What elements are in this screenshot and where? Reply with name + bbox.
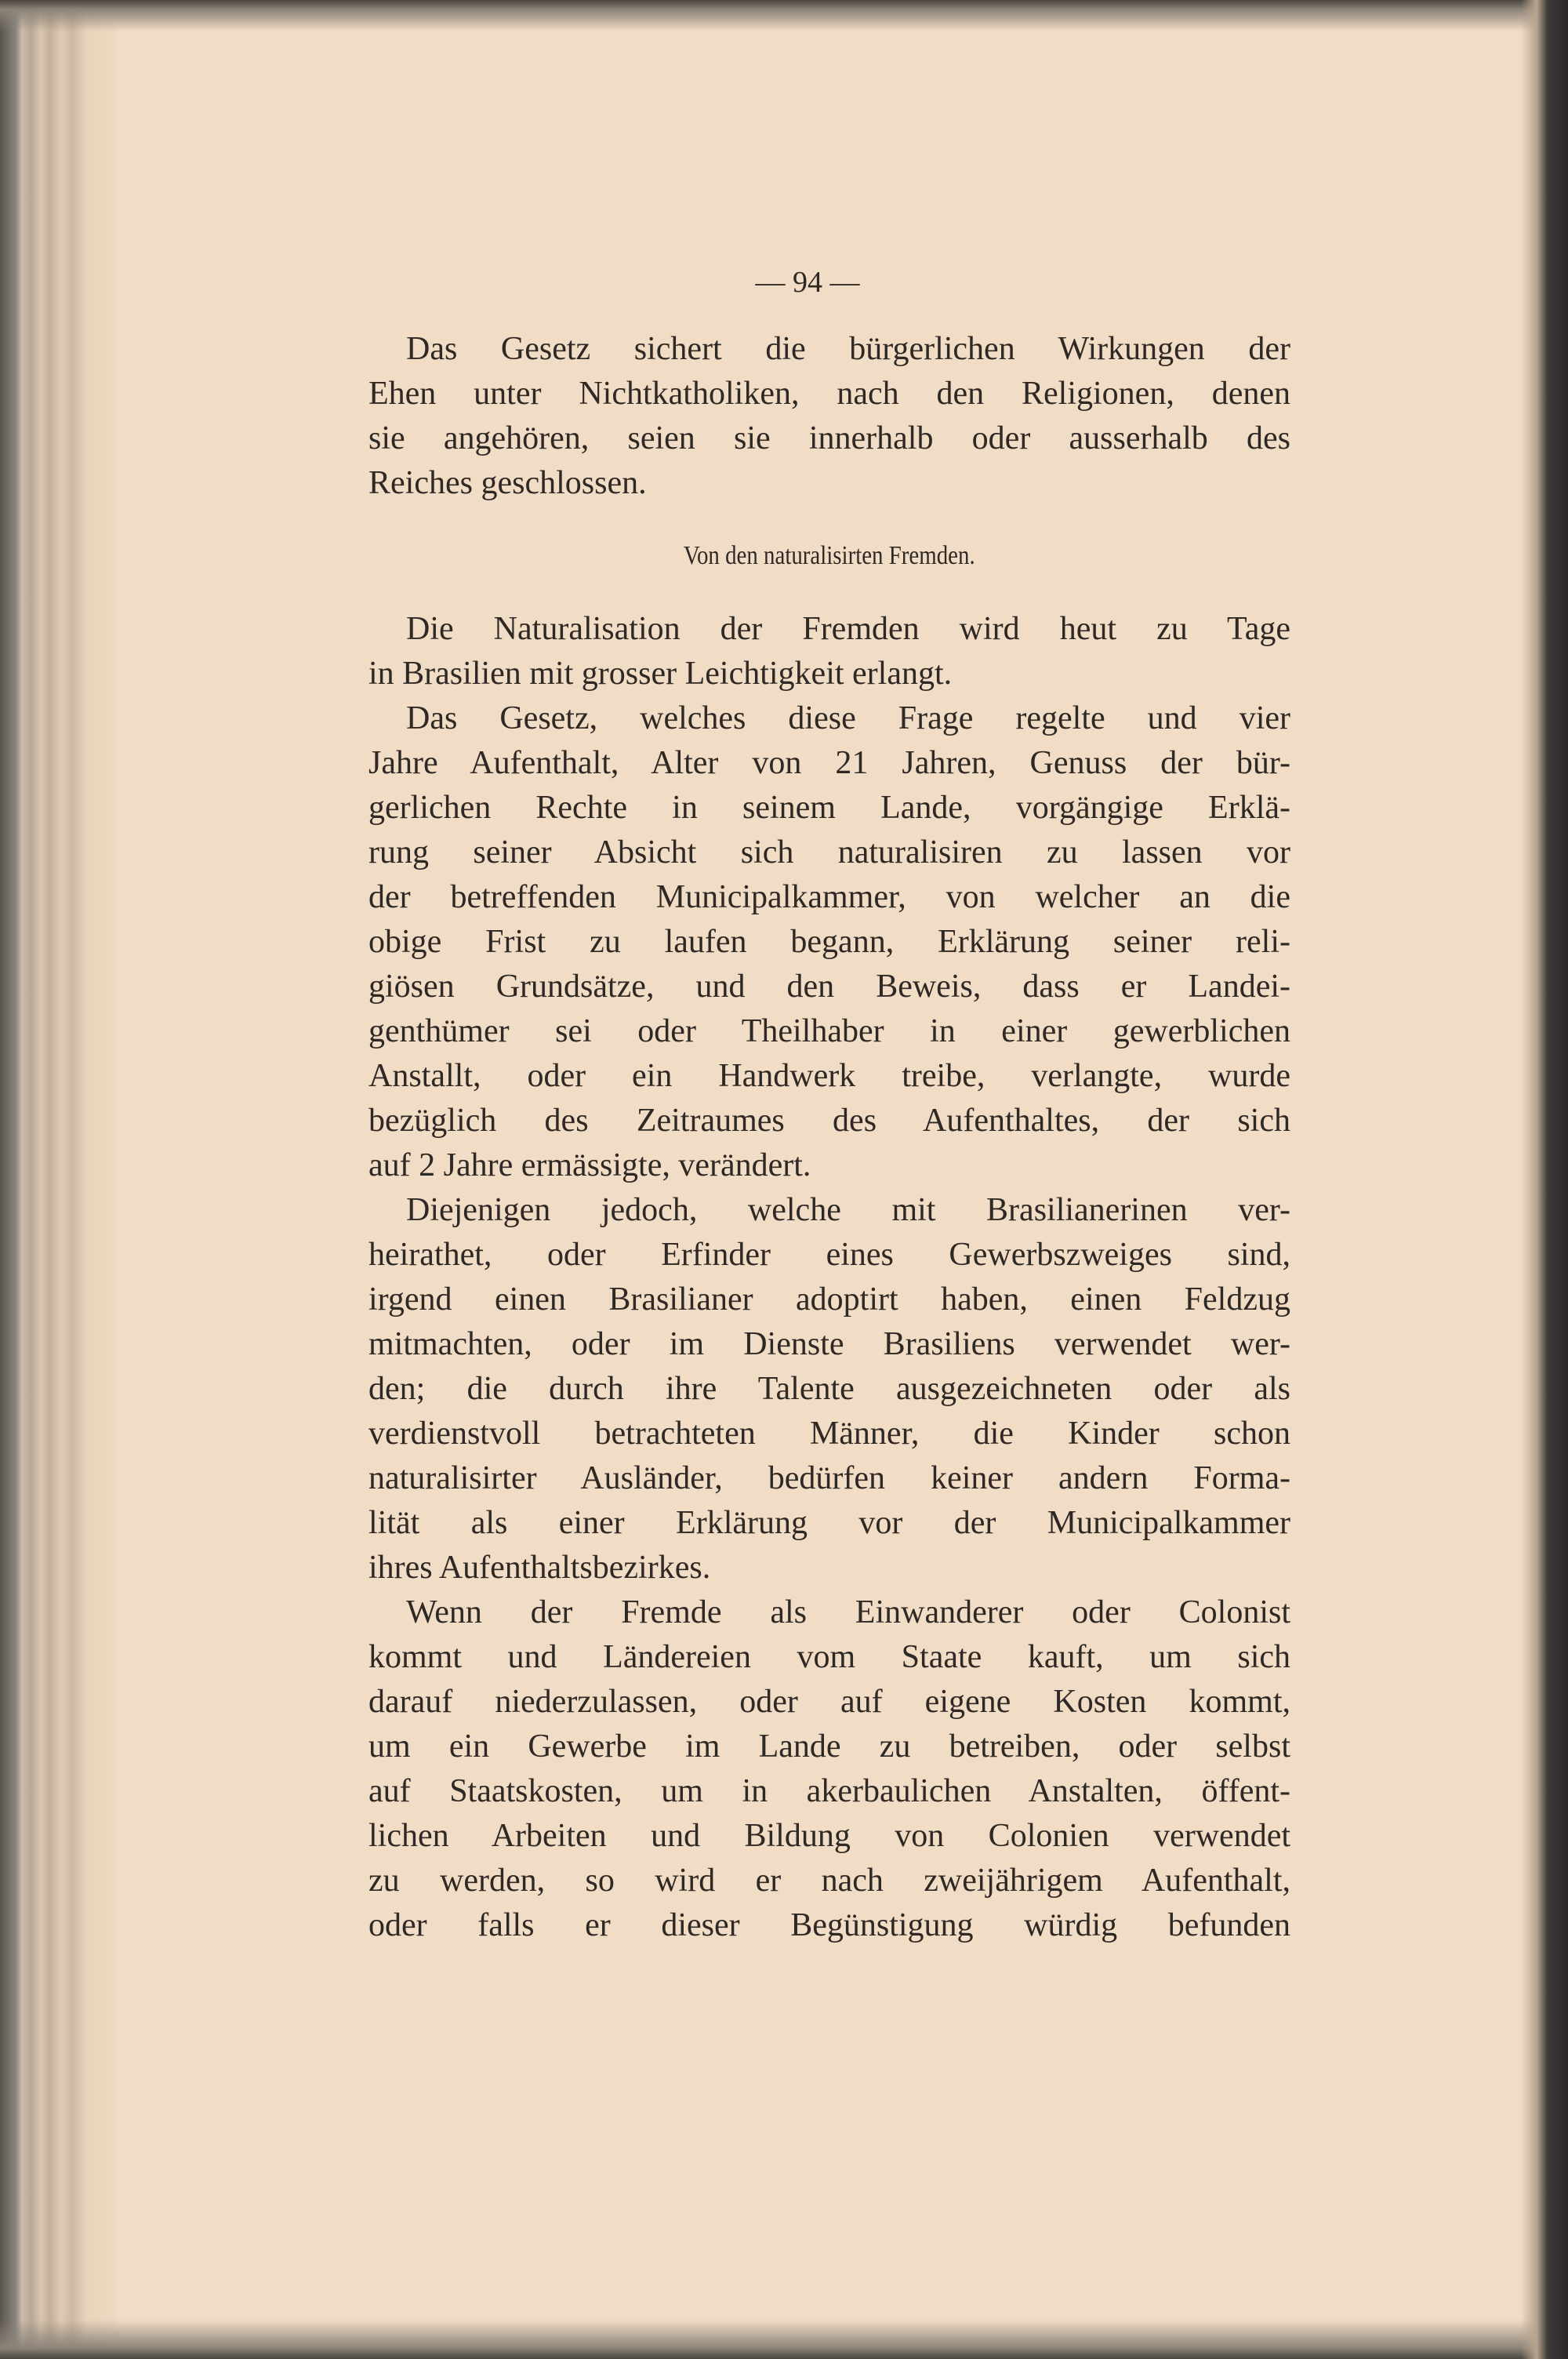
text-line: mitmachten, oder im Dienste Brasiliens verwendet wer- [368, 1326, 1290, 1362]
text-line: darauf niederzulassen, oder auf eigene Kosten kommt, [368, 1684, 1290, 1720]
text-line: lichen Arbeiten und Bildung von Colonien verwendet [368, 1818, 1290, 1854]
scan-border-top [0, 0, 1568, 31]
text-line: verdienstvoll betrachteten Männer, die Kinder schon [368, 1416, 1290, 1452]
text-line: Ehen unter Nichtkatholiken, nach den Religionen, denen [368, 376, 1290, 412]
text-line: giösen Grundsätze, und den Beweis, dass er Landei- [368, 969, 1290, 1005]
text-line: der betreffenden Municipalkammer, von welcher an die [368, 879, 1290, 915]
text-line: Wenn der Fremde als Einwanderer oder Colonist [406, 1594, 1290, 1630]
text-line: Das Gesetz, welches diese Frage regelte und vier [406, 700, 1290, 736]
text-line: kommt und Ländereien vom Staate kauft, um sich [368, 1639, 1290, 1675]
text-line: auf 2 Jahre ermässigte, verändert. [368, 1147, 811, 1183]
text-line: naturalisirter Ausländer, bedürfen keiner andern Forma- [368, 1460, 1290, 1496]
section-heading-text: Von den naturalisirten Fremden. [684, 541, 975, 570]
text-line: ihres Aufenthaltsbezirkes. [368, 1550, 711, 1586]
text-line: zu werden, so wird er nach zweijährigem Aufenthalt, [368, 1863, 1290, 1899]
section-heading [368, 541, 1290, 571]
text-line: in Brasilien mit grosser Leichtigkeit erlangt. [368, 656, 953, 692]
text-line: um ein Gewerbe im Lande zu betreiben, oder selbst [368, 1728, 1290, 1765]
text-line: heirathet, oder Erfinder eines Gewerbszweiges sind, [368, 1237, 1290, 1273]
book-page-edges-left [0, 0, 118, 2359]
text-line: rung seiner Absicht sich naturalisiren zu lassen vor [368, 834, 1290, 871]
text-line: obige Frist zu laufen begann, Erklärung seiner reli- [368, 924, 1290, 960]
paragraph-block-2 [368, 607, 1290, 1948]
text-line: genthümer sei oder Theilhaber in einer gewerblichen [368, 1013, 1290, 1049]
text-line: Die Naturalisation der Fremden wird heut zu Tage [406, 611, 1290, 647]
text-line: auf Staatskosten, um in akerbaulichen Anstalten, öffent- [368, 1773, 1290, 1809]
text-line: Das Gesetz sichert die bürgerlichen Wirkungen der [406, 331, 1290, 367]
paragraph-block-1 [368, 327, 1290, 506]
text-line: Anstallt, oder ein Handwerk treibe, verlangte, wurde [368, 1058, 1290, 1094]
text-line: sie angehören, seien sie innerhalb oder ausserhalb des [368, 420, 1290, 456]
text-line: gerlichen Rechte in seinem Lande, vorgängige Erklä- [368, 790, 1290, 826]
book-gutter-right [1521, 0, 1568, 2359]
text-line: Jahre Aufenthalt, Alter von 21 Jahren, Genuss der bür- [368, 745, 1290, 781]
text-line: Diejenigen jedoch, welche mit Brasilianerinen ver- [406, 1192, 1290, 1228]
page-number: — 94 — [755, 266, 860, 299]
text-line: oder falls er dieser Begünstigung würdig befunden [368, 1907, 1290, 1943]
scan-border-bottom [0, 2320, 1568, 2359]
text-line: Reiches geschlossen. [368, 465, 647, 501]
text-line: bezüglich des Zeitraumes des Aufenthaltes, der sich [368, 1103, 1290, 1139]
text-line: irgend einen Brasilianer adoptirt haben, einen Feldzug [368, 1281, 1290, 1318]
text-line: den; die durch ihre Talente ausgezeichneten oder als [368, 1371, 1290, 1407]
text-line: lität als einer Erklärung vor der Municipalkammer [368, 1505, 1290, 1541]
